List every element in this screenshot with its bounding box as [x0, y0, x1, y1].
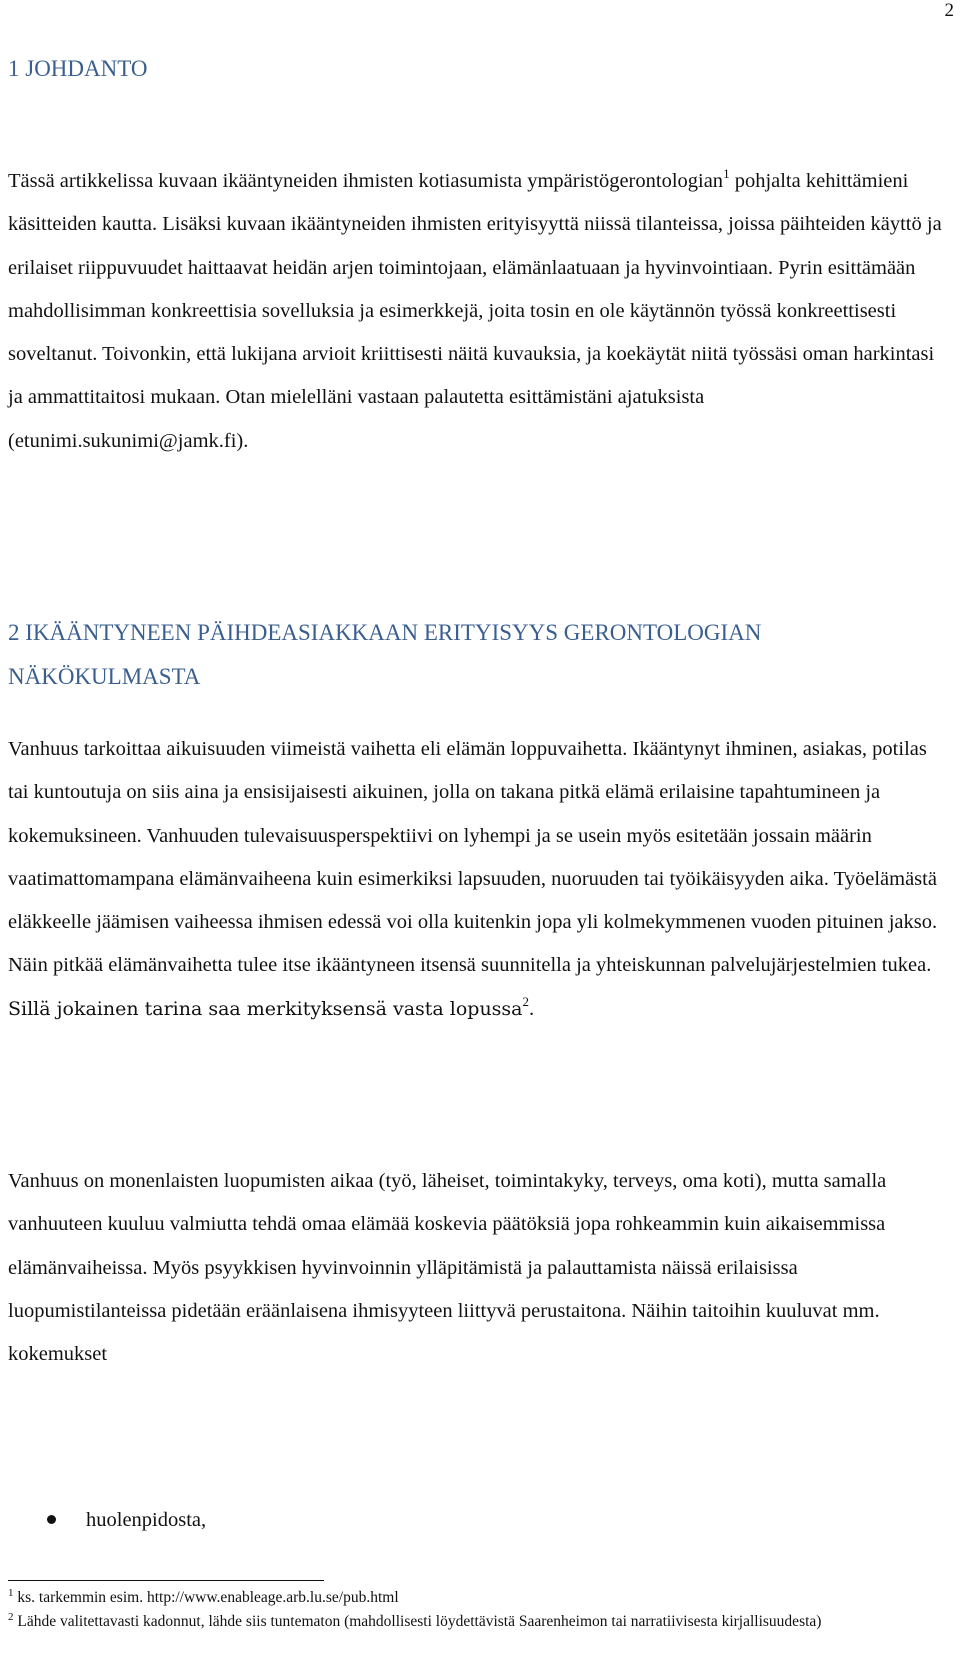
footnote-number: 2	[8, 1611, 14, 1623]
footnote-number: 1	[8, 1587, 14, 1599]
bullet-dot-icon	[47, 1515, 56, 1524]
footnote-ref-1[interactable]: 1	[723, 166, 730, 181]
footnote-2	[8, 1612, 943, 1632]
page-number: 2	[944, 0, 954, 21]
list-item	[0, 1500, 206, 1540]
intro-paragraph	[8, 160, 943, 463]
vanhuus-text-main: Vanhuus tarkoittaa aikuisuuden viimeistä vaihetta eli elämän loppuvaihetta. Ikääntynyt ihminen, asiakas, potilas tai kuntoutuja on siis aina ja ensisijaisesti aikuinen, jolla on takana pitkä elämä erilaisine tapahtumineen ja kokemuksineen. Vanhuuden tulevaisuusperspektiivi on lyhempi ja se usein myös esitetään jossain määrin vaatimattomampana elämänvaiheena kuin esimerkiksi lapsuuden, nuoruuden tai työikäisyyden aika. Työelämästä eläkkeelle jäämisen vaiheessa ihmisen edessä voi olla kuitenkin jopa yli kolmekymmenen vuoden pituinen jakso. Näin pitkää elämänvaihetta tulee itse ikääntyneen itsensä suunnitella ja yhteiskunnan palvelujärjestelmien tukea.	[8, 738, 938, 977]
intro-text-part1: Tässä artikkelissa kuvaan ikääntyneiden ihmisten kotiasumista ympäristögerontologian	[8, 170, 724, 192]
section-heading-erityisyys: 2 IKÄÄNTYNEEN PÄIHDEASIAKKAAN ERITYISYYS GERONTOLOGIAN NÄKÖKULMASTA	[8, 620, 762, 689]
footnote-text: Lähde valitettavasti kadonnut, lähde siis tuntematon (mahdollisesti löydettävistä Saarenheimon tai narratiivisesta kirjallisuudesta)	[13, 1613, 822, 1630]
luopuminen-paragraph: Vanhuus on monenlaisten luopumisten aikaa (työ, läheiset, toimintakyky, terveys, oma koti), mutta samalla vanhuuteen kuuluu valmiutta tehdä omaa elämää koskevia päätöksiä jopa rohkeammin kuin aikaisemmissa elämänvaiheissa. Myös psyykkisen hyvinvoinnin ylläpitämistä ja palauttamista näissä erilaisissa luopumistilanteissa pidetään eräänlaisena ihmisyyteen liittyvä perustaitona. Näihin taitoihin kuuluvat mm. kokemukset	[8, 1170, 887, 1366]
vanhuus-text-tail: Sillä jokainen tarina saa merkityksensä vasta lopussa	[8, 997, 523, 1020]
footnote-1	[8, 1588, 943, 1608]
footnote-text: ks. tarkemmin esim. http://www.enableage.arb.lu.se/pub.html	[13, 1589, 399, 1606]
footnotes	[8, 1588, 943, 1636]
intro-text-part2: pohjalta kehittämieni käsitteiden kautta. Lisäksi kuvaan ikääntyneiden ihmisten erityisyyttä niissä tilanteissa, joissa päihteiden käyttö ja erilaiset riippuvuudet haittaavat heidän arjen toimintojaan, elämänlaatuaan ja hyvinvointiaan. Pyrin esittämään mahdollisimman konkreettisia sovelluksia ja esimerkkejä, joita tosin en ole käytännön työssä konkreettisesti soveltanut. Toivonkin, että lukijana arvioit kriittisesti näitä kuvauksia, ja koekäytät niitä työssäsi oman harkintasi ja ammattitaitosi mukaan. Otan mielelläni vastaan palautetta esittämistäni ajatuksista (etunimi.sukunimi@jamk.fi).	[8, 170, 942, 452]
vanhuus-paragraph	[8, 728, 943, 1031]
experiences-list	[0, 1500, 206, 1540]
footnote-separator	[8, 1580, 324, 1581]
footnote-ref-2[interactable]: 2	[522, 993, 530, 1009]
section-heading-johdanto: 1 JOHDANTO	[8, 56, 148, 81]
vanhuus-text-end: .	[529, 997, 535, 1020]
list-item-label: huolenpidosta,	[86, 1509, 207, 1531]
